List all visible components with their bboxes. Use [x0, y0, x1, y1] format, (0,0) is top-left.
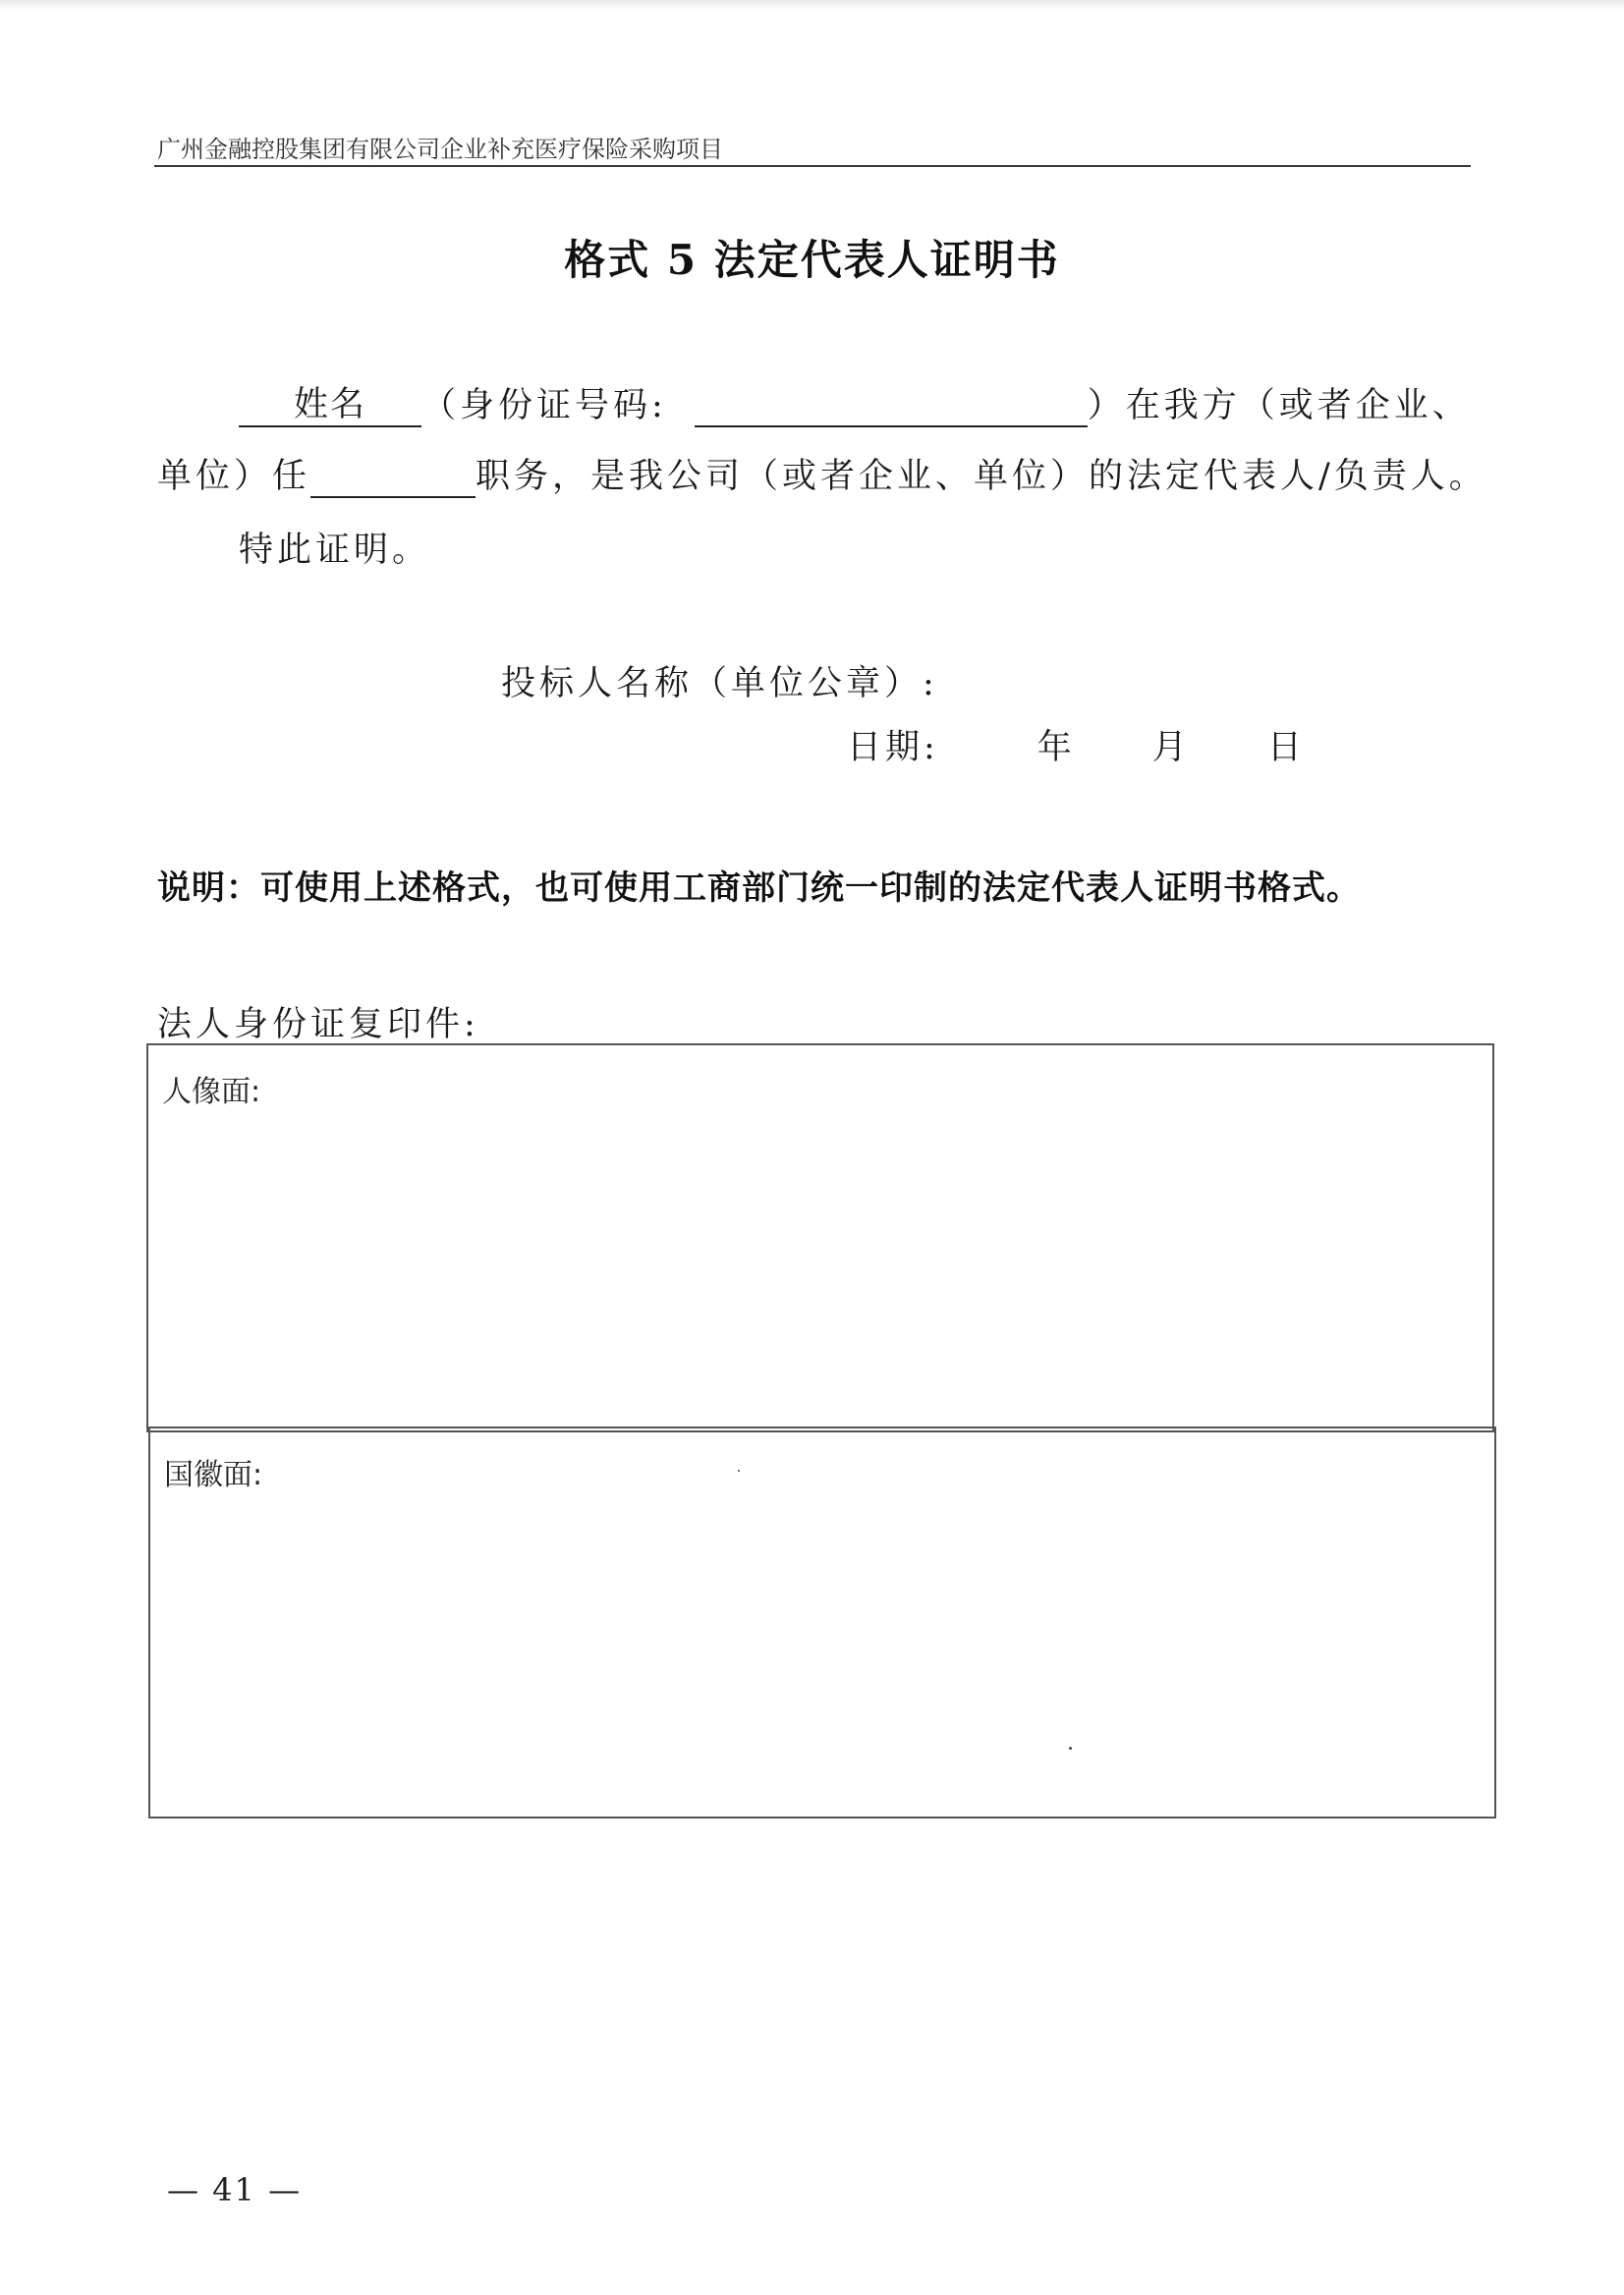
format-note: 说明：可使用上述格式，也可使用工商部门统一印制的法定代表人证明书格式。	[157, 868, 1361, 908]
page-title: 格式 5 法定代表人证明书	[564, 236, 1060, 284]
day-label: 日	[1266, 728, 1306, 767]
date-label: 日期:	[847, 728, 939, 767]
id-close-text: ）在我方（或者企业、	[1087, 386, 1471, 425]
page-number: — 41 —	[167, 2171, 303, 2209]
header-rule	[154, 165, 1471, 167]
bidder-name-label: 投标人名称（单位公章）:	[501, 664, 938, 703]
id-copy-label: 法人身份证复印件:	[157, 1005, 479, 1044]
id-front-box	[146, 1043, 1494, 1432]
position-suffix-text: 职务，是我公司（或者企业、单位）的法定代表人/负责人。	[476, 457, 1487, 496]
hereby-certify: 特此证明。	[239, 531, 431, 570]
id-number-blank	[695, 384, 1088, 427]
id-number-label: （身份证号码:	[421, 386, 667, 425]
id-back-box	[148, 1427, 1496, 1819]
scan-speck	[738, 1470, 740, 1472]
running-header: 广州金融控股集团有限公司企业补充医疗保险采购项目	[157, 136, 723, 163]
month-label: 月	[1151, 728, 1191, 767]
name-blank: 姓名	[239, 384, 421, 427]
year-label: 年	[1036, 728, 1076, 767]
certificate-line-2	[157, 449, 1487, 498]
position-blank	[310, 455, 476, 498]
unit-prefix-text: 单位）任	[157, 457, 311, 496]
id-back-label: 国徽面:	[164, 1458, 263, 1492]
certificate-line-1	[239, 378, 1471, 427]
date-line	[847, 720, 1306, 769]
scan-speck	[1069, 1747, 1072, 1750]
id-front-label: 人像面:	[162, 1075, 261, 1109]
scan-edge	[0, 0, 1624, 10]
